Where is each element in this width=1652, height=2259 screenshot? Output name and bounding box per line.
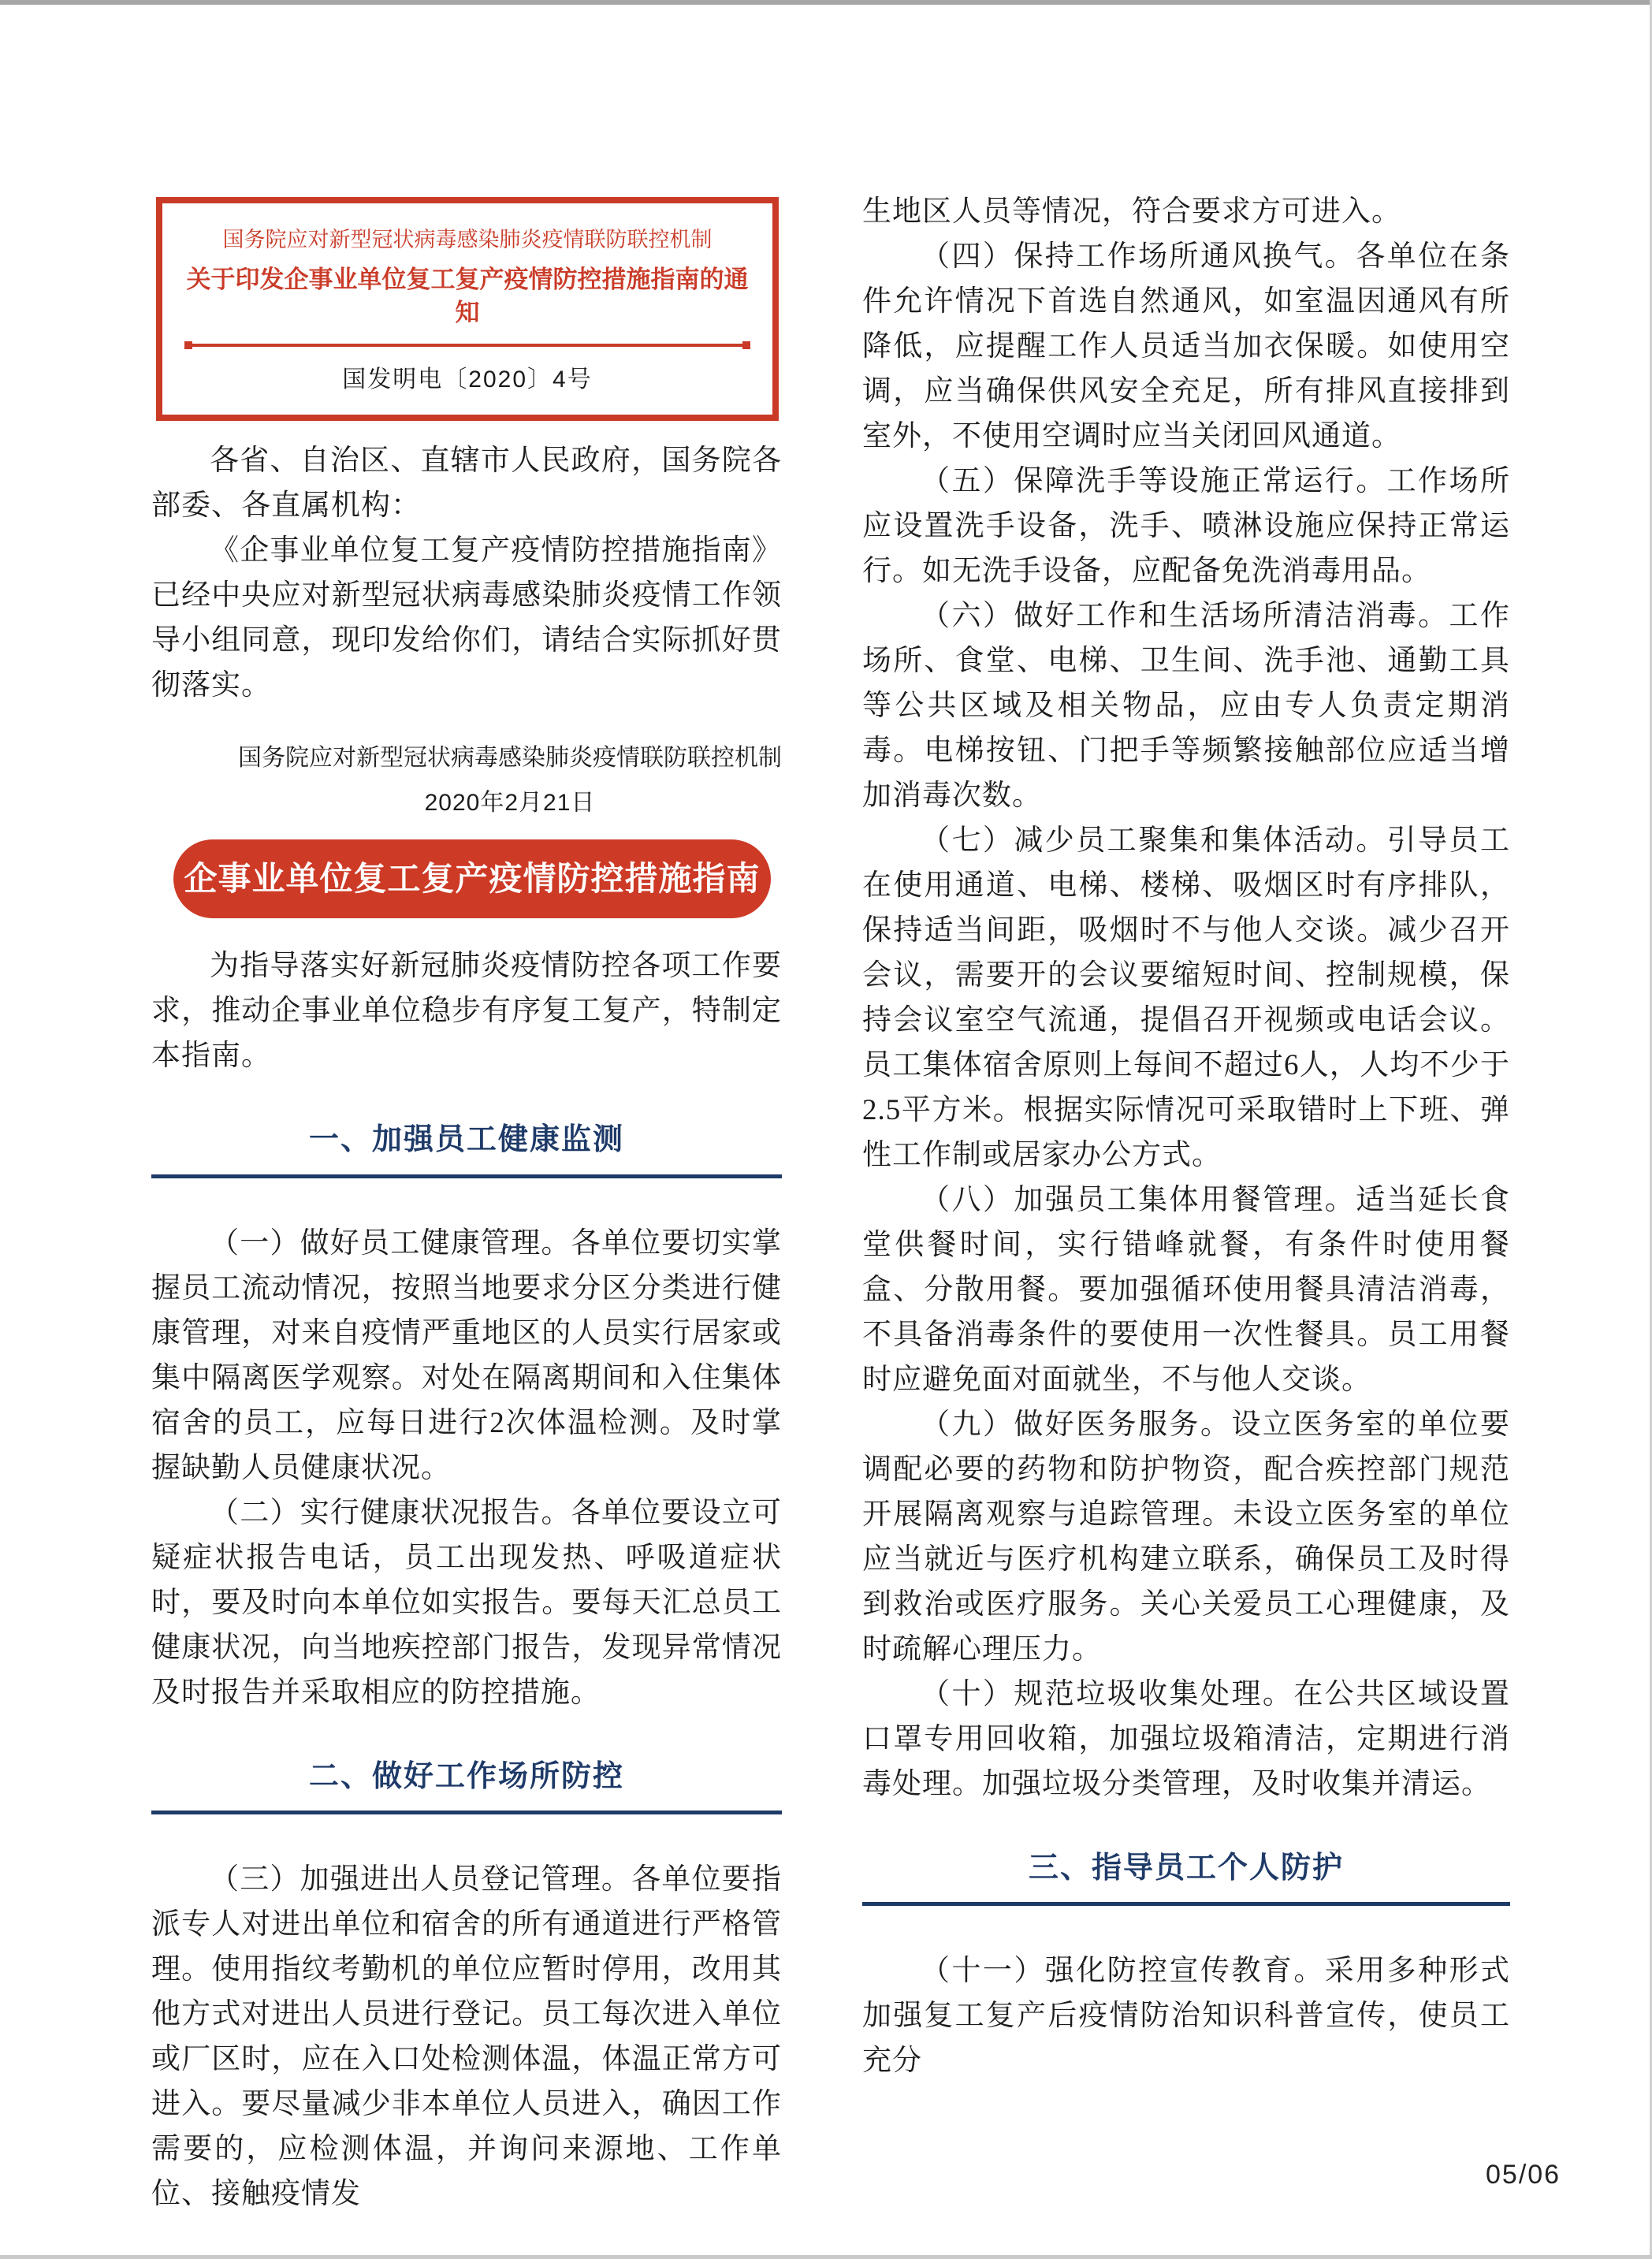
right-column [862,189,1510,2083]
intro-paragraph: 《企事业单位复工复产疫情防控措施指南》已经中央应对新型冠状病毒感染肺炎疫情工作领导小组同意，现印发给你们，请结合实际抓好贯彻落实。 [151,534,782,702]
paragraph-8: （八）加强员工集体用餐管理。适当延长食堂供餐时间，实行错峰就餐，有条件时使用餐盒、分散用餐。要加强循环使用餐具清洁消毒，不具备消毒条件的要使用一次性餐具。员工用餐时应避免面对面就坐，不与他人交谈。 [862,1184,1510,1396]
header-divider [186,344,749,347]
document-number: 国发明电〔2020〕4号 [342,367,593,393]
page-top-edge [0,0,1652,5]
paragraph-11: （十一）强化防控宣传教育。采用多种形式加强复工复产后疫情防治知识科普宣传，使员工充分 [862,1955,1510,2078]
paragraph-2: （二）实行健康状况报告。各单位要设立可疑症状报告电话，员工出现发热、呼吸道症状时，要及时向本单位如实报告。要每天汇总员工健康状况，向当地疾控部门报告，发现异常情况及时报告并采取相应的防控措施。 [151,1496,782,1709]
paragraph-4: （四）保持工作场所通风换气。各单位在条件允许情况下首选自然通风，如室温因通风有所降低，应提醒工作人员适当加衣保暖。如使用空调，应当确保供风安全充足，所有排风直接排到室外，不使用空调时应当关闭回风通道。 [862,240,1510,452]
page-number: 05/06 [1486,2160,1561,2190]
section-1-heading: 一、加强员工健康监测 [308,1123,624,1157]
paragraph-6: （六）做好工作和生活场所清洁消毒。工作场所、食堂、电梯、卫生间、洗手池、通勤工具等公共区域及相关物品，应由专人负责定期消毒。电梯按钮、门把手等频繁接触部位应适当增加消毒次数。 [862,600,1510,812]
section-3-rule [862,1902,1510,1906]
issuing-org-line: 国务院应对新型冠状病毒感染肺炎疫情联防联控机制 [222,228,713,251]
section-2-rule [151,1811,782,1814]
purpose-paragraph: 为指导落实好新冠肺炎疫情防控各项工作要求，推动企事业单位稳步有序复工复产，特制定本指南。 [151,950,782,1073]
paragraph-5: （五）保障洗手等设施正常运行。工作场所应设置洗手设备，洗手、喷淋设施应保持正常运行。如无洗手设备，应配备免洗消毒用品。 [862,465,1510,587]
signature-date: 2020年2月21日 [424,789,596,816]
section-2-heading: 二、做好工作场所防控 [308,1759,624,1793]
document-title: 关于印发企事业单位复工复产疫情防控措施指南的通知 [186,266,749,327]
page-bottom-edge [0,2255,1652,2259]
document-header-box [156,197,779,421]
paragraph-1: （一）做好员工健康管理。各单位要切实掌握员工流动情况，按照当地要求分区分类进行健康管理，对来自疫情严重地区的人员实行居家或集中隔离医学观察。对处在隔离期间和入住集体宿舍的员工，应每日进行2次体温检测。及时掌握缺勤人员健康状况。 [151,1226,782,1484]
paragraph-3-continued: 生地区人员等情况，符合要求方可进入。 [862,195,1401,228]
paragraph-7: （七）减少员工聚集和集体活动。引导员工在使用通道、电梯、楼梯、吸烟区时有序排队，保持适当间距，吸烟时不与他人交谈。减少召开会议，需要开的会议要缩短时间、控制规模，保持会议室空气流通，提倡召开视频或电话会议。员工集体宿舍原则上每间不超过6人，人均不少于2.5平方米。根据实际情况可采取错时上下班、弹性工作制或居家办公方式。 [862,824,1510,1171]
paragraph-10: （十）规范垃圾收集处理。在公共区域设置口罩专用回收箱，加强垃圾箱清洁，定期进行消毒处理。加强垃圾分类管理，及时收集并清运。 [862,1678,1510,1800]
section-1-rule [151,1174,782,1178]
paragraph-9: （九）做好医务服务。设立医务室的单位要调配必要的药物和防护物资，配合疾控部门规范开展隔离观察与追踪管理。未设立医务室的单位应当就近与医疗机构建立联系，确保员工及时得到救治或医疗服务。关心关爱员工心理健康，及时疏解心理压力。 [862,1409,1510,1665]
guide-title-banner: 企事业单位复工复产疫情防控措施指南 [173,839,771,918]
left-column [151,197,782,2216]
salutation: 各省、自治区、直辖市人民政府，国务院各部委、各直属机构： [151,445,782,523]
paragraph-3: （三）加强进出人员登记管理。各单位要指派专人对进出单位和宿舍的所有通道进行严格管理。使用指纹考勤机的单位应暂时停用，改用其他方式对进出人员进行登记。员工每次进入单位或厂区时，应在入口处检测体温，体温正常方可进入。要尽量减少非本单位人员进入，确因工作需要的，应检测体温，并询问来源地、工作单位、接触疫情发 [151,1863,782,2210]
section-3-heading: 三、指导员工个人防护 [1028,1851,1344,1885]
signature-org: 国务院应对新型冠状病毒感染肺炎疫情联防联控机制 [238,745,782,772]
